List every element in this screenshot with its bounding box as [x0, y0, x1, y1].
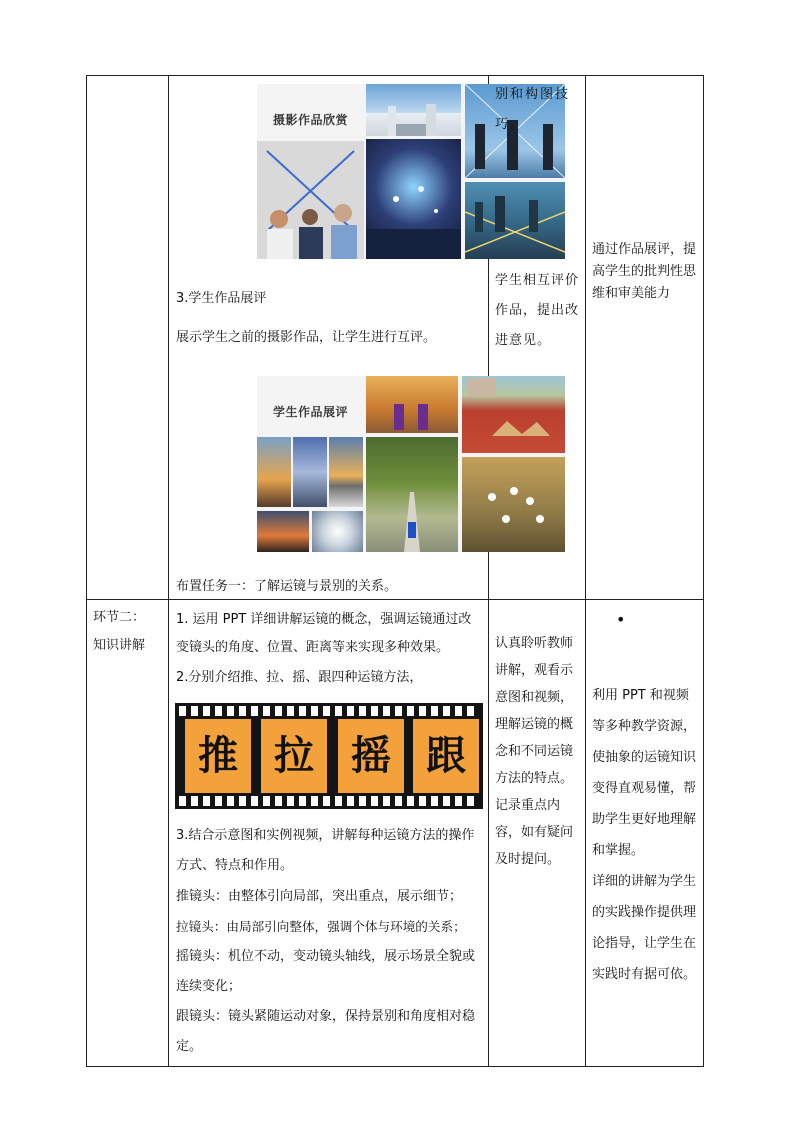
content-p3: 3.结合示意图和实例视频，讲解每种运镜方法的操作方式、特点和作用。 — [176, 828, 475, 873]
stage-label: 环节二： — [93, 610, 146, 625]
intent-text-2: 详细的讲解为学生的实践操作提供理论指导，让学生在实践时有据可依。 — [592, 874, 697, 982]
activity-text-bottom: 学生相互评价作品，提出改进意见。 — [495, 273, 580, 348]
content-p1: 1. 运用 PPT 详细讲解运镜的概念，强调运镜通过改变镜头的角度、位置、距离等来实现多种效果。 — [176, 612, 472, 655]
stage-name: 知识讲解 — [93, 638, 146, 653]
row1-activity-cell — [489, 76, 586, 600]
content-p4: 推镜头：由整体引向局部，突出重点，展示细节； — [176, 889, 463, 904]
activity-text: 认真聆听教师讲解，观看示意图和视频，理解运镜的概念和不同运镜方法的特点。记录重点内容，如有疑问及时提问。 — [495, 636, 574, 867]
task-assignment: 布置任务一：了解运镜与景别的关系。 — [176, 579, 398, 594]
table-row — [87, 600, 704, 1067]
film-char-pan: 摇 — [338, 719, 404, 793]
content-p5: 拉镜头：由局部引向整体，强调个体与环境的关系； — [176, 919, 466, 934]
photo-tree-path — [366, 437, 458, 552]
row2-stage-cell — [87, 600, 169, 1067]
row2-activity-cell — [489, 600, 586, 1067]
row2-content-cell — [169, 600, 489, 1067]
photo-dusk-sky-2 — [257, 511, 309, 552]
bullet-dot: • — [616, 610, 626, 629]
gallery-caption: 学生作品展评 — [273, 405, 349, 419]
activity-text-top: 别和构图技巧。 — [495, 87, 571, 132]
photo-architecture — [366, 84, 461, 136]
photo-white-clouds — [312, 511, 363, 552]
intent-text-1: 利用 PPT 和视频等多种教学资源，使抽象的运镜知识变得直观易懂，帮助学生更好地理解和掌握。 — [592, 688, 697, 858]
table-row — [87, 76, 704, 600]
film-char-follow: 跟 — [413, 719, 479, 793]
photo-clouds — [293, 437, 327, 507]
item3-title: 3.学生作品展评 — [176, 291, 267, 306]
camera-movement-film-strip — [175, 703, 483, 809]
film-holes-top — [179, 706, 479, 716]
row1-stage-cell — [87, 76, 169, 600]
film-char-pull: 拉 — [261, 719, 327, 793]
content-p7: 跟镜头：镜头紧随运动对象，保持景别和角度相对稳定。 — [176, 1009, 476, 1054]
row1-content-cell — [169, 76, 489, 600]
row2-intent-cell — [586, 600, 704, 1067]
film-holes-bottom — [179, 796, 479, 806]
intent-text: 通过作品展评，提高学生的批判性思维和审美能力 — [592, 242, 697, 301]
content-p2: 2.分别介绍推、拉、摇、跟四种运镜方法， — [176, 670, 423, 685]
photo-autumn-trees — [366, 376, 458, 433]
photo-sunset-building — [329, 437, 363, 507]
item3-desc: 展示学生之前的摄影作品，让学生进行互评。 — [176, 330, 437, 345]
photo-dusk-sky-1 — [257, 437, 291, 507]
gallery-caption: 摄影作品欣赏 — [273, 113, 349, 127]
photo-family-phones — [257, 141, 364, 259]
lesson-plan-table — [86, 75, 704, 1067]
row1-intent-cell — [586, 76, 704, 600]
photo-concert — [366, 139, 461, 259]
content-p6: 摇镜头：机位不动，变动镜头轴线，展示场景全貌或连续变化； — [176, 949, 476, 994]
film-char-push: 推 — [185, 719, 251, 793]
